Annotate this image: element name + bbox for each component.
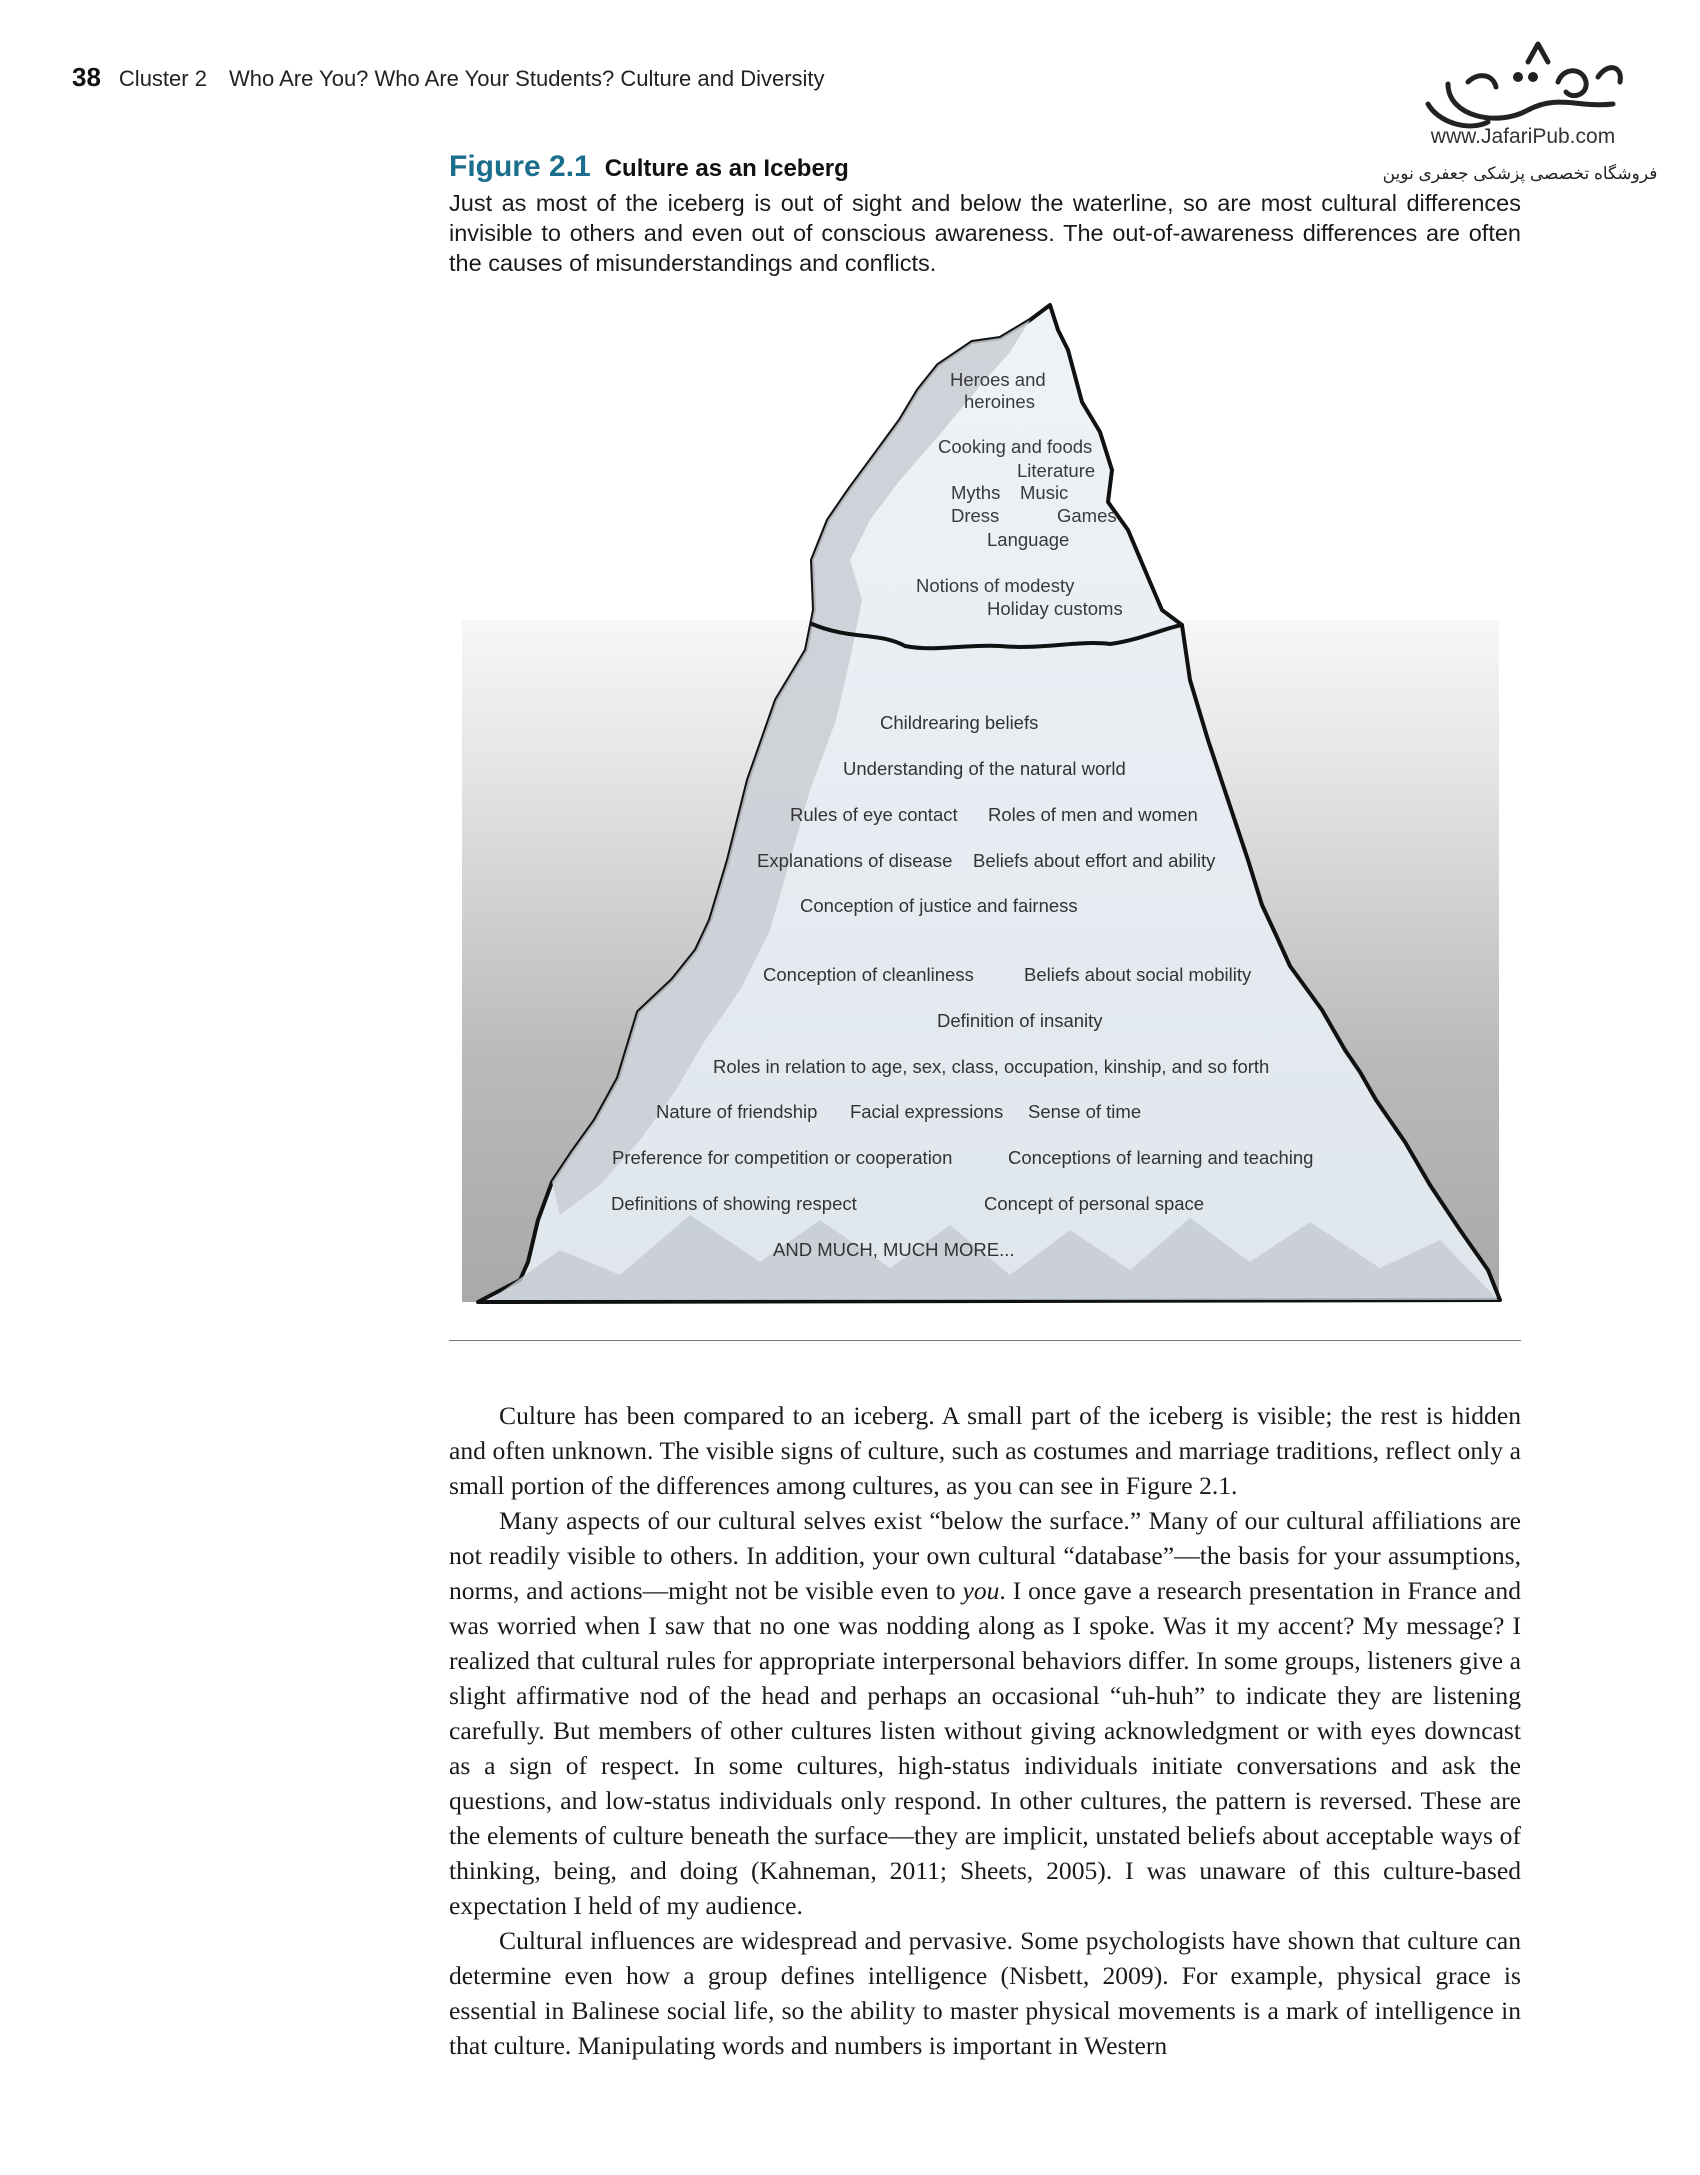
page-number: 38 bbox=[72, 62, 101, 92]
label-time: Sense of time bbox=[1028, 1101, 1142, 1122]
label-more: AND MUCH, MUCH MORE... bbox=[773, 1239, 1015, 1260]
label-dress: Dress bbox=[951, 505, 1000, 526]
paragraph-2-end: . I once gave a research presentation in France and was worried when I saw that no one was nodding along as I spoke. Was it my accent? My message? I realized that cultural rules for appropriate interpersonal behaviors differ. In some groups, listeners give a slight affirmative nod of the head and perhaps an occasional “uh-huh” to indicate they are listening carefully. But members of other cultures listen without giving acknowledgment or with eyes downcast as a sign of respect. In some cultures, high-status individuals initiate conversations and ask the questions, and low-status individuals only respond. In other cultures, the pattern is reversed. These are the elements of culture beneath the surface—they are implicit, unstated beliefs about acceptable ways of thinking, being, and doing (Kahneman, 2011; Sheets, 2005). I was unaware of this culture-based expectation I held of my audience. bbox=[449, 1576, 1521, 1920]
label-myths: Myths bbox=[951, 482, 1001, 503]
label-effort: Beliefs about effort and ability bbox=[973, 850, 1216, 871]
label-insanity: Definition of insanity bbox=[937, 1010, 1103, 1031]
label-games: Games bbox=[1057, 505, 1117, 526]
figure-description: Just as most of the iceberg is out of sight and below the waterline, so are most cultural differences invisible to others and even out of conscious awareness. The out-of-awareness differences are often the causes of misunderstandings and conflicts. bbox=[449, 190, 1521, 276]
label-learning: Conceptions of learning and teaching bbox=[1008, 1147, 1314, 1168]
publisher-url: www.JafariPub.com bbox=[1430, 125, 1616, 148]
paragraph-2-start: Many aspects of our cultural selves exist “below the surface.” Many of our cultural affiliations are not readily visible to others. In addition, your own cultural “database”—the basis for your assumptions, norms, and actions—might not be visible even to bbox=[449, 1506, 1521, 1605]
label-holiday: Holiday customs bbox=[987, 598, 1123, 619]
label-respect: Definitions of showing respect bbox=[611, 1193, 857, 1214]
label-cooking: Cooking and foods bbox=[938, 436, 1093, 457]
emphasis-you: you bbox=[962, 1576, 1000, 1605]
label-roles: Roles in relation to age, sex, class, occupation, kinship, and so forth bbox=[713, 1056, 1270, 1077]
label-natural-world: Understanding of the natural world bbox=[843, 758, 1126, 779]
figure-number: Figure 2.1 bbox=[449, 150, 591, 183]
label-mobility: Beliefs about social mobility bbox=[1024, 964, 1252, 985]
paragraph-3: Cultural influences are widespread and pervasive. Some psychologists have shown that culture can determine even how a group defines intelligence (Nisbett, 2009). For example, physical grace is essential in Balinese social life, so the ability to master physical movements is a mark of intelligence in that culture. Manipulating words and numbers is important in Western bbox=[449, 1926, 1521, 2060]
figure-title: Culture as an Iceberg bbox=[604, 155, 849, 182]
label-disease: Explanations of disease bbox=[757, 850, 953, 871]
label-men-women: Roles of men and women bbox=[988, 804, 1198, 825]
label-justice: Conception of justice and fairness bbox=[800, 895, 1078, 916]
label-cleanliness: Conception of cleanliness bbox=[763, 964, 974, 985]
figure-divider bbox=[449, 1340, 1521, 1341]
label-language: Language bbox=[987, 529, 1070, 550]
publisher-name: فروشگاه تخصصی پزشکی جعفری نوین bbox=[1382, 164, 1658, 183]
label-heroes: Heroes and bbox=[950, 369, 1046, 390]
paragraph-1: Culture has been compared to an iceberg. A small part of the iceberg is visible; the rest is hidden and often unknown. The visible signs of culture, such as costumes and marriage traditions, reflect only a small portion of the differences among cultures, as you can see in Figure 2.1. bbox=[449, 1401, 1521, 1500]
label-literature: Literature bbox=[1017, 460, 1096, 481]
label-competition: Preference for competition or cooperation bbox=[612, 1147, 953, 1168]
label-space: Concept of personal space bbox=[984, 1193, 1205, 1214]
paragraph-2 bbox=[449, 1503, 1521, 1923]
label-eye-contact: Rules of eye contact bbox=[790, 804, 958, 825]
body-text bbox=[449, 1398, 1521, 2063]
chapter-title: Who Are You? Who Are Your Students? Culture and Diversity bbox=[228, 66, 825, 91]
label-childrearing: Childrearing beliefs bbox=[880, 712, 1039, 733]
label-facial: Facial expressions bbox=[850, 1101, 1004, 1122]
label-friendship: Nature of friendship bbox=[656, 1101, 818, 1122]
label-music: Music bbox=[1020, 482, 1069, 503]
label-modesty: Notions of modesty bbox=[916, 575, 1075, 596]
label-heroines: heroines bbox=[964, 391, 1035, 412]
cluster-label: Cluster 2 bbox=[118, 66, 207, 91]
